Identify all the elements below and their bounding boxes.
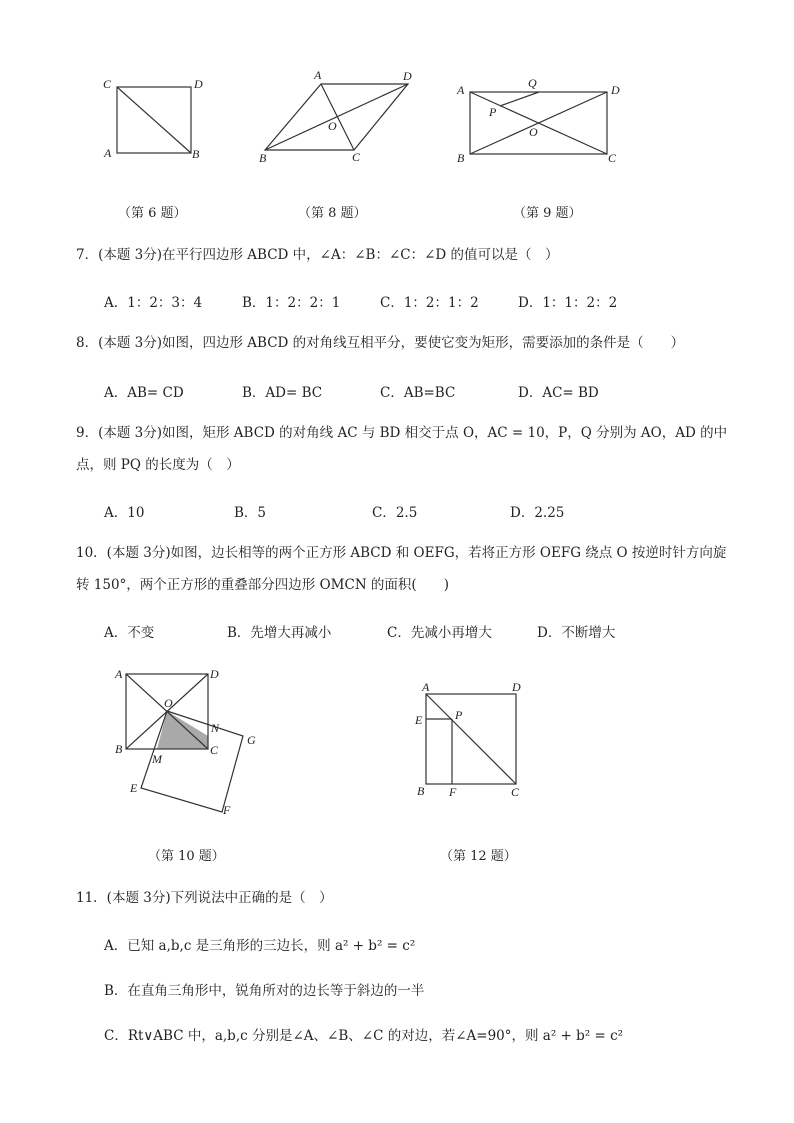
figure-8-diagram: [255, 66, 425, 166]
label-B: B: [259, 151, 267, 165]
figure-9: [452, 70, 632, 170]
question-9-option-a[interactable]: A．10: [104, 505, 145, 521]
question-9-stem-line1: 9．(本题 3分)如图，矩形 ABCD 的对角线 AC 与 BD 相交于点 O，AC = 10，P，Q 分别为 AO，AD 的中: [76, 425, 728, 441]
question-8-option-a[interactable]: A．AB= CD: [104, 385, 184, 401]
question-10-option-b[interactable]: B．先增大再减小: [227, 625, 332, 641]
label-C: C: [352, 150, 361, 164]
question-8-option-c[interactable]: C．AB=BC: [380, 385, 456, 401]
label-F: F: [223, 803, 231, 817]
question-9-stem-line2: 点，则 PQ 的长度为（ ）: [76, 457, 240, 473]
label-P: P: [489, 105, 497, 119]
label-B: B: [115, 742, 123, 756]
figure-6: [100, 76, 210, 166]
figure-8-caption: （第 8 题）: [298, 206, 367, 221]
question-11-option-b[interactable]: B．在直角三角形中，锐角所对的边长等于斜边的一半: [104, 983, 425, 999]
label-E: E: [130, 781, 138, 795]
label-D: D: [210, 667, 219, 681]
question-9-option-b[interactable]: B．5: [234, 505, 267, 521]
label-O: O: [529, 125, 538, 139]
label-A: A: [115, 667, 123, 681]
label-A: A: [104, 146, 112, 160]
label-F: F: [449, 785, 457, 799]
figure-8: [255, 66, 425, 166]
figure-6-diagram: [100, 76, 210, 166]
figure-9-diagram: [452, 70, 632, 170]
label-A: A: [422, 680, 430, 694]
question-9-option-c[interactable]: C．2.5: [372, 505, 418, 521]
question-11-option-a[interactable]: A．已知 a,b,c 是三角形的三边长，则 a² + b² = c²: [104, 938, 416, 954]
figure-12: [412, 676, 542, 806]
label-C: C: [210, 743, 219, 757]
label-D: D: [512, 680, 521, 694]
question-9-option-d[interactable]: D．2.25: [510, 505, 565, 521]
label-B: B: [192, 147, 200, 161]
label-Q: Q: [528, 76, 537, 90]
figure-9-caption: （第 9 题）: [513, 206, 582, 221]
figure-10: [110, 664, 270, 824]
question-7-stem: 7．(本题 3分)在平行四边形 ABCD 中，∠A：∠B：∠C：∠D 的值可以是（ ）: [76, 247, 559, 263]
label-D: D: [194, 77, 203, 91]
question-10-stem-line2: 转 150°，两个正方形的重叠部分四边形 OMCN 的面积( ): [76, 577, 449, 593]
figure-12-caption: （第 12 题）: [440, 849, 517, 864]
question-7-option-d[interactable]: D．1：1：2：2: [518, 295, 618, 311]
figure-10-caption: （第 10 题）: [148, 849, 225, 864]
question-7-option-a[interactable]: A．1：2：3：4: [104, 295, 203, 311]
label-C: C: [103, 77, 112, 91]
question-10-option-a[interactable]: A．不变: [104, 625, 155, 641]
label-A: A: [457, 83, 465, 97]
label-M: M: [152, 752, 162, 766]
question-11-stem: 11．(本题 3分)下列说法中正确的是（ ）: [76, 890, 333, 906]
label-C: C: [511, 785, 520, 799]
label-P: P: [455, 708, 463, 722]
question-11-option-c[interactable]: C．Rt∨ABC 中，a,b,c 分别是∠A、∠B、∠C 的对边，若∠A=90°，则 a² + b² = c²: [104, 1028, 624, 1044]
question-10-option-c[interactable]: C．先减小再增大: [387, 625, 492, 641]
question-7-option-b[interactable]: B．1：2：2：1: [242, 295, 341, 311]
label-G: G: [247, 733, 256, 747]
figure-10-diagram: [110, 664, 270, 824]
label-B: B: [417, 784, 425, 798]
label-C: C: [608, 151, 617, 165]
label-O: O: [328, 119, 337, 133]
label-B: B: [457, 151, 465, 165]
label-A: A: [314, 68, 322, 82]
question-8-stem: 8．(本题 3分)如图，四边形 ABCD 的对角线互相平分，要使它变为矩形，需要添加的条件是（ ）: [76, 335, 685, 351]
figure-6-caption: （第 6 题）: [118, 206, 187, 221]
label-D: D: [403, 69, 412, 83]
question-8-option-b[interactable]: B．AD= BC: [242, 385, 323, 401]
label-E: E: [415, 713, 423, 727]
figure-12-diagram: [412, 676, 542, 806]
question-7-option-c[interactable]: C．1：2：1：2: [380, 295, 479, 311]
label-D: D: [611, 83, 620, 97]
question-10-option-d[interactable]: D．不断增大: [537, 625, 616, 641]
label-N: N: [211, 721, 220, 735]
label-O: O: [164, 696, 173, 710]
question-10-stem-line1: 10．(本题 3分)如图，边长相等的两个正方形 ABCD 和 OEFG，若将正方形 OEFG 绕点 O 按逆时针方向旋: [76, 545, 727, 561]
question-8-option-d[interactable]: D．AC= BD: [518, 385, 599, 401]
